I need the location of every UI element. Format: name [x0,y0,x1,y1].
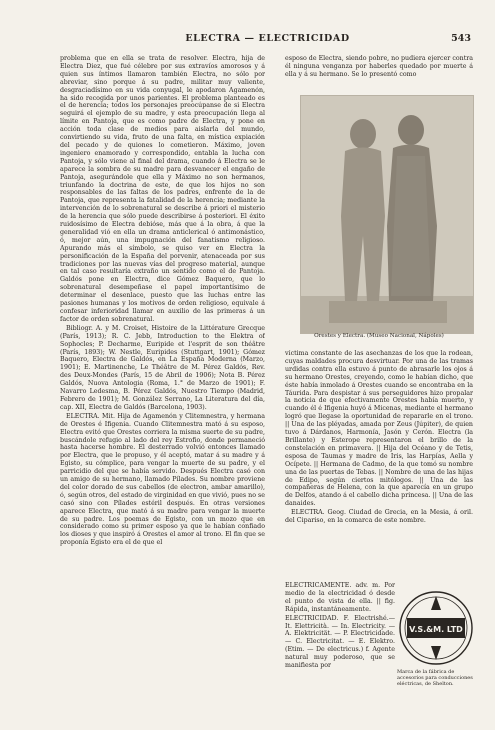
paragraph-electra-mythology: ELECTRA. Mit. Hija de Agamenón y Clitemnestra, y hermana de Orestes é Ifigenia. Cuando Clitemnestra mató á su esposo, Electra evitó que Orestes corriera la misma suerte de su padre, buscándole refugio al lado del rey Estrofio, donde permaneció hasta hacerse hombre. El desterrado volvió entonces llamado por Electra, que le propuso, y él aceptó, matar á su madre y á Egisto, su cómplice, para vengar la muerte de su padre, y el parricidio del que se había servido. Después Electra casó con un amigo de su hermano, llamado Pílades. Su nombre proviene del color dorado de sus cabellos (de electron, ambar amarillo), ó, según otros, del estado de virginidad en que vivió, pues no se casó sino con Pílades estéril después. En otras versiones aparece Electra, que mató á su madre para vengar la muerte de su padre. Los poemas de Egisto, con un mozo que en considerado como su primer esposo ya que le habían confiado los dioses y que inspiró á Orestes el amor al trono. El fin que se proponía Egisto era el de que el [60,412,265,547]
logo-text: V.S.&M. LTD [409,625,463,634]
statue-photo [300,95,474,334]
right-column-tail [285,582,395,714]
paragraph-continuation: esposo de Electra, siendo pobre, no pudiera ejercer contra él ninguna venganza por haberles quedado por muerte á ella y á su hermano. Se lo presentó como [285,55,473,78]
paragraph-electra-geography: ELECTRA. Geog. Ciudad de Grecia, en la Mesia, á oril. del Cipariso, en la comarca de este nombre. [285,509,473,525]
right-column-top [285,55,473,95]
running-head: ELECTRA — ELECTRICIDAD [185,33,350,44]
paragraph-electra-drama: problema que en ella se trata de resolver. Electra, hija de Electra Diez, que fué célebre por sus extravíos amorosos y á quien sus íntimos llamaron también Electra, no sólo por abreviar, sino porque á su padre, militar muy valiente, desgraciadísimo en su vida conyugal, le apodaron Agamenón, ha sido recogida por unos parientes. El problema planteado es el de herencia; todos los personajes preocúpanse de si Electra seguirá el ejemplo de su madre, y esta preocupación llega al límite en Pantoja, que es como padre de Electra, y pone en acción toda clase de medios para aislarla del mundo, convirtiendo su vida, fruto de una falta, en mística expiación del pecado y de quiones lo cometieron. Máximo, joven ingeniero enamorado y correspondido, entabla la lucha con Pantoja, y sólo viene al final del drama, cuando á Electra se le aparece la sombra de su madre para desvanecer el engaño de Pantoja, asegurándole que ella y Máximo no son hermanos, triunfando la doctrina de este, de que los hijos no son responsables de las faltas de los padres, enfrente de la de Pantoja, que representa la fatalidad de la herencia; mediante la intervención de lo sobrenatural se describe á priori el misterio de la herencia que sólo puede describirse á posteriori. El éxito ruidosísimo de Electra debióse, más que á la obra, á que la generalidad vió en ella un drama anticlerical ó antimonástico, ó, mejor aún, una impugnación del fanatismo religioso. Apurando más el símbolo, se quiso ver en Electra la personificación de la España del porvenir, atenaceada por sus tradiciones por las nuevas vías del progreso material, aunque en tal caso resultaría extraño un sentido como el de Pantoja. Galdós pone en Electra, dice Gómez Baquero, que lo sobrenatural desempeñase el papel importantísimo de determinar el desenlace, puesto que las luchas entre las pasiones humanas y los motivos de orden religioso, equivale á confesar inferioridad llamar en auxilio de las primeras á un factor de orden sobrenatural. [60,55,265,323]
paragraph-electricidad: ELECTRICIDAD. F. Electrishé.— It. Elettricità. — In. Electricity. — A. Elektricität. — P. Electricidade. — C. Electricitat. — E. Elektro. (Etim. — De electricus.) f. Agente natural muy poderoso, que se manifiesta por [285,614,395,670]
page-number: 543 [451,33,471,44]
paragraph-electra-victim: víctima constante de las asechanzas de los que la rodean, cuyas maldades procura desvirtuar. Por una de las tramas urdidas contra ella estuvo á punto de abrasarle los ojos á su hermano Orestes, creyendo, como le habían dicho, que éste había inmolado á Orestes cuando se encontraba en la Táurida. Para despistar á sus perseguidores hizo propalar la noticia de que efectivamente Orestes había muerto, y cuando él é Ifigenia huyó á Micenas, mediante el hermano logró que llegase la oportunidad de repararle en el trono. || Una de las pléyadas, amada por Zeus (Júpiter), de quien tuvo á Dárdanos, Harmonía, Jasón y Cerón. Electra (la Brillante) y Esterope representaron el brillo de la constelación en primavera. || Hija del Océano y de Tetis, esposa de Taumas y madre de Iris, las Harpías, Aella y Ocípete. || Hermana de Cadmo, de la que tomó su nombre una de las puertas de Tebas. || Nombre de una de las hijas de Edipo, según ciertos mitólogos. || Una de las compañeras de Helena, con la que aparecía en un grupo de Delfos, atando á el cabello dicha princesa. || Una de las danaides. [285,350,473,508]
trademark-logo [397,588,475,668]
paragraph-bibliography: Bibliogr. A. y M. Croiset, Histoire de la Littérature Grecque (París, 1913); R. C. Jebb, Introduction to the Elektra of Sophocles; P. Decharme, Euripide et l'esprit de son théâtre (París, 1893); W. Nestle, Euripides (Stuttgart, 1901); Gómez Baquero, Electra de Galdós, en La España Moderna (Marzo, 1901); E. Martinenche, Le Théâtre de M. Pérez Galdós, Rev. des Deux-Mondes (París, 15 de Abril de 1906); Nota B. Pérez Galdós, Nuova Antologia (Roma, 1.° de Marzo de 1901); F. Navarro Ledesma, B. Pérez Galdós, Nuestro Tiempo (Madrid, Febrero de 1901); M. González Serrano, La Literatura del día, cap. XII, Electra de Galdós (Barcelona, 1903). [60,324,265,411]
right-column-bottom [285,350,473,582]
paragraph-electricamente: ELECTRICAMENTE. adv. m. Por medio de la electricidad ó desde el punto de vista de ella. || fig. Rápida, instantáneamente. [285,582,395,613]
logo-caption: Marca de la fábrica de accesorios para conducciones eléctricas, de Shelton. [397,669,473,687]
figure-caption: Orestes y Electra. (Museo Nacional, Nápoles) [314,333,444,339]
page-header [60,33,475,47]
left-column [60,55,265,715]
